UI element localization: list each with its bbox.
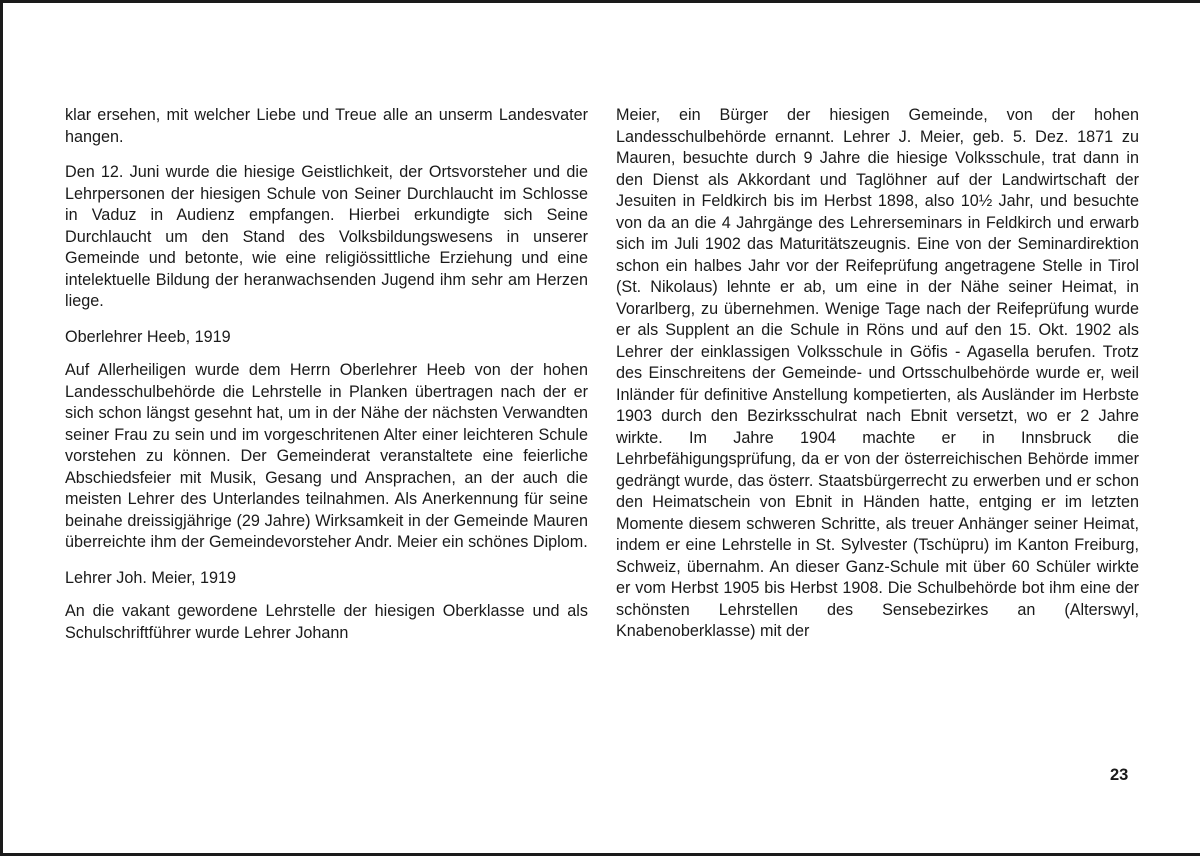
right-column <box>616 105 1139 657</box>
left-column <box>65 105 588 658</box>
paragraph: An die vakant gewordene Lehrstelle der hiesigen Oberklasse und als Schulschriftführer wurde Lehrer Johann <box>65 602 588 642</box>
paragraph: klar ersehen, mit welcher Liebe und Treue alle an unserm Landesvater hangen. <box>65 106 588 146</box>
page-number: 23 <box>1110 766 1129 784</box>
paragraph: Den 12. Juni wurde die hiesige Geistlichkeit, der Ortsvorsteher und die Lehrpersonen der hiesigen Schule von Seiner Durchlaucht im Schlosse in Vaduz in Audienz empfangen. Hierbei erkundigte sich Seine Durchlaucht um den Stand des Volksbildungswesens in unserer Gemeinde und betonte, wie eine religiössittliche Erziehung und eine intelektuelle Bildung der heranwachsenden Jugend ihm sehr am Herzen liege. <box>65 163 588 310</box>
paragraph: Auf Allerheiligen wurde dem Herrn Oberlehrer Heeb von der hohen Landesschulbehörde die Lehrstelle in Planken übertragen nach der er sich schon längst gesehnt hat, um in der Nähe der nächsten Verwandten seiner Frau zu sein und im vorgeschritenen Alter einer leichteren Schule vorstehen zu können. Der Gemeinderat veranstaltete eine feierliche Abschiedsfeier mit Musik, Gesang und Ansprachen, an der auch die meisten Lehrer des Unterlandes teilnahmen. Als Anerkennung für seine beinahe dreissigjährige (29 Jahre) Wirksamkeit in der Gemeinde Mauren überreichte ihm der Gemeindevorsteher Andr. Meier ein schönes Diplom. <box>65 361 588 551</box>
section-heading: Oberlehrer Heeb, 1919 <box>65 327 231 346</box>
paragraph: Meier, ein Bürger der hiesigen Gemeinde, von der hohen Landesschulbehörde ernannt. Lehrer J. Meier, geb. 5. Dez. 1871 zu Mauren, besuchte durch 9 Jahre die hiesige Volksschule, trat dann in den Dienst als Akkordant und Taglöhner auf der Landwirtschaft der Jesuiten in Feldkirch bis im Herbst 1898, also 10½ Jahr, und besuchte von da an die 4 Jahrgänge des Lehrerseminars in Feldkirch und erwarb sich im Juli 1902 das Maturitätszeugnis. Eine von der Seminardirektion schon ein halbes Jahr vor der Reifeprüfung angetragene Stelle in Tirol (St. Nikolaus) lehnte er ab, um eine in der Nähe seiner Heimat, in Vorarlberg, zu übernehmen. Wenige Tage nach der Reifeprüfung wurde er als Supplent an die Schule in Röns und auf den 15. Okt. 1902 als Lehrer der einklassigen Volksschule in Göfis - Agasella berufen. Trotz des Einschreitens der Gemeinde- und Ortsschulbehörde wurde er, weil Inländer für definitive Anstellung kompetierten, als Ausländer im Herbste 1903 durch den Bezirksschulrat nach Ebnit versetzt, wo er 2 Jahre wirkte. Im Jahre 1904 machte er in Innsbruck die Lehrbefähigungsprüfung, da er von der österreichischen Behörde immer gedrängt wurde, das österr. Staatsbürgerrecht zu erwerben und er schon den Heimatschein von Ebnit in Händen hatte, entging er im letzten Momente diesem schweren Schritte, als treuer Anhänger seiner Heimat, indem er eine Lehrstelle in St. Sylvester (Tschüpru) im Kanton Freiburg, Schweiz, übernahm. An dieser Ganz-Schule mit über 60 Schüler wirkte er vom Herbst 1905 bis Herbst 1908. Die Schulbehörde bot ihm eine der schönsten Lehrstellen des Sensebezirkes an (Alterswyl, Knabenoberklasse) mit der <box>616 106 1139 640</box>
section-heading: Lehrer Joh. Meier, 1919 <box>65 568 236 587</box>
